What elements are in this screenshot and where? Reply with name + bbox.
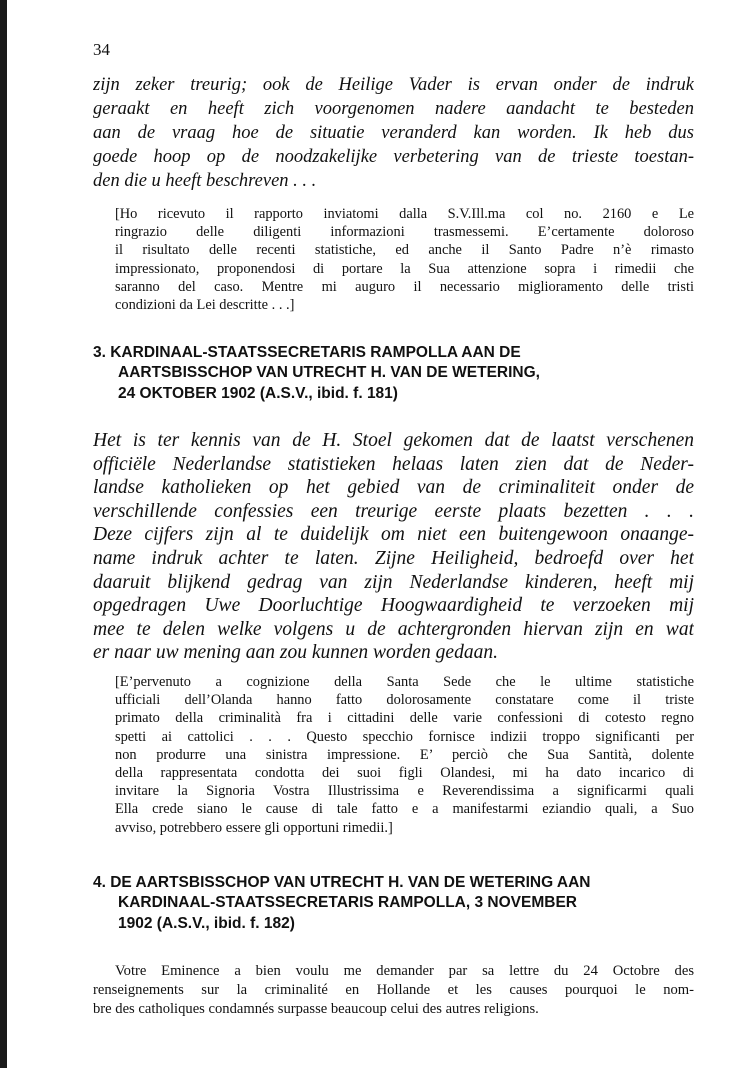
text-line: goede hoop op de noodzakelijke verbetering van de trieste toestan- xyxy=(93,147,694,167)
text-line: saranno del caso. Mentre mi auguro il necessario miglioramento delle tristi xyxy=(115,278,694,295)
text-line: landse katholieken op het gebied van de criminaliteit onder de xyxy=(93,477,694,499)
text-line: renseignements sur la criminalité en Hollande et les causes pourquoi le nom- xyxy=(93,982,694,998)
text-line: name indruk achter te laten. Zijne Heiligheid, bedroefd over het xyxy=(93,547,694,569)
text-line: [Ho ricevuto il rapporto inviatomi dalla S.V.Ill.ma col no. 2160 e Le xyxy=(115,206,694,222)
text-line: er naar uw mening aan zou kunnen worden gedaan. xyxy=(93,642,498,664)
text-line: non produrre una sinistra impressione. E’ perciò che Sua Santità, dolente xyxy=(115,746,694,763)
text-line: aan de vraag hoe de situatie veranderd kan worden. Ik heb dus xyxy=(93,123,694,143)
heading-line: AARTSBISSCHOP VAN UTRECHT H. VAN DE WETERING, xyxy=(118,364,540,382)
text-line: Het is ter kennis van de H. Stoel gekomen dat de laatst verschenen xyxy=(93,430,694,451)
text-line: Votre Eminence a bien voulu me demander par sa lettre du 24 Octobre des xyxy=(115,963,694,979)
text-line: ufficiali dell’Olanda hanno fatto dolorosamente constatare come il triste xyxy=(115,692,694,709)
section-4-heading xyxy=(93,873,590,934)
french-passage xyxy=(93,962,694,1019)
heading-line: 1902 (A.S.V., ibid. f. 182) xyxy=(118,914,295,932)
text-line: ringrazio delle diligenti informazioni trasmessemi. E’certamente doloroso xyxy=(115,224,694,241)
text-line: avviso, potrebbero essere gli opportuni rimedii.] xyxy=(115,819,393,836)
text-line: zijn zeker treurig; ook de Heilige Vader is ervan onder de indruk xyxy=(93,75,694,95)
text-line: invitare la Signoria Vostra Illustrissima e Reverendissima a significarmi quali xyxy=(115,783,694,800)
heading-line: 3. KARDINAAL-STAATSSECRETARIS RAMPOLLA AAN DE xyxy=(93,344,521,361)
text-line: verschillende confessies een treurige eerste plaats bezetten . . . xyxy=(93,500,694,522)
italian-passage-2 xyxy=(115,673,694,837)
text-line: daaruit blijkend gedrag van zijn Nederlandse kinderen, heeft mij xyxy=(93,571,694,593)
heading-line: 4. DE AARTSBISSCHOP VAN UTRECHT H. VAN DE WETERING AAN xyxy=(93,874,591,891)
heading-line: KARDINAAL-STAATSSECRETARIS RAMPOLLA, 3 NOVEMBER xyxy=(118,894,577,912)
page-number: 34 xyxy=(93,40,110,59)
text-line: Ella crede siano le cause di tale fatto e a manifestarmi eziandio quali, a Suo xyxy=(115,801,694,818)
text-line: mee te delen welke volgens u de achtergronden hiervan zijn en wat xyxy=(93,618,694,640)
section-3-heading xyxy=(93,343,540,404)
heading-line: 24 OKTOBER 1902 (A.S.V., ibid. f. 181) xyxy=(118,384,398,402)
dutch-passage-2 xyxy=(93,429,694,665)
text-line: geraakt en heeft zich voorgenomen nadere aandacht te besteden xyxy=(93,99,694,119)
text-line: il risultato delle recenti statistiche, ed anche il Santo Padre n’è rimasto xyxy=(115,242,694,259)
dutch-passage-1 xyxy=(93,73,694,193)
text-line: spetti ai cattolici . . . Questo specchio fornisce indizii troppo significanti per xyxy=(115,728,694,745)
text-line: bre des catholiques condamnés surpasse beaucoup celui des autres religions. xyxy=(93,1001,539,1017)
page-left-edge-rule xyxy=(0,0,7,1068)
text-line: condizioni da Lei descritte . . .] xyxy=(115,296,295,313)
italian-passage-1 xyxy=(115,205,694,314)
text-line: officiële Nederlandse statistieken helaas laten zien dat de Neder- xyxy=(93,453,694,475)
text-line: impressionato, proponendosi di portare la Sua attenzione sopra i rimedii che xyxy=(115,260,694,277)
text-line: den die u heeft beschreven . . . xyxy=(93,171,317,191)
text-line: della rappresentata condotta dei suoi figli Olandesi, mi ha dato incarico di xyxy=(115,764,694,781)
text-line: primato della criminalità fra i cittadini delle varie confessioni di cotesto regno xyxy=(115,710,694,727)
text-line: [E’pervenuto a cognizione della Santa Sede che le ultime statistiche xyxy=(115,674,694,690)
text-line: opgedragen Uwe Doorluchtige Hoogwaardigheid te verzoeken mij xyxy=(93,595,694,617)
text-line: Deze cijfers zijn al te duidelijk om niet een buitengewoon onaange- xyxy=(93,524,694,546)
